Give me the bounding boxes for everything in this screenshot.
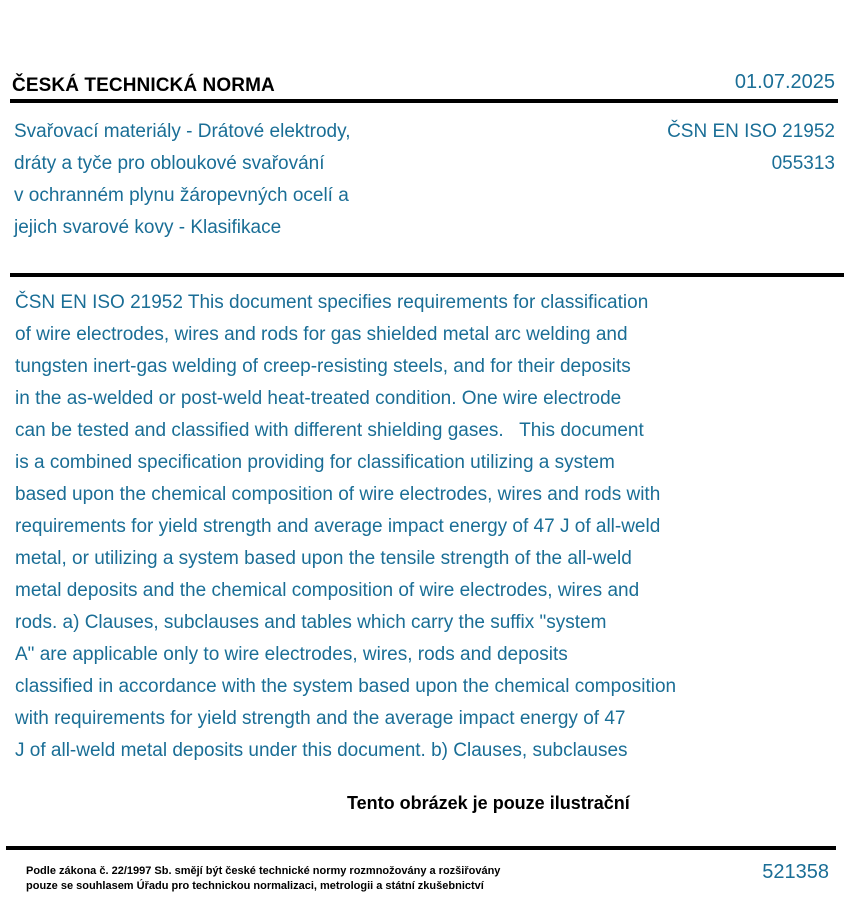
section-divider xyxy=(10,273,844,277)
legal-notice xyxy=(26,864,500,894)
abstract-line: in the as-welded or post-weld heat-treated condition. One wire electrode xyxy=(15,388,622,409)
abstract-line: with requirements for yield strength and the average impact energy of 47 xyxy=(15,708,626,729)
abstract-line: can be tested and classified with different shielding gases. This document xyxy=(15,420,644,441)
abstract-line: metal deposits and the chemical composition of wire electrodes, wires and xyxy=(15,580,640,601)
header-divider xyxy=(10,99,838,103)
abstract-text xyxy=(15,287,775,767)
abstract-line: ČSN EN ISO 21952 This document specifies requirements for classification xyxy=(15,292,649,313)
standard-title-line: dráty a tyče pro obloukové svařování xyxy=(14,153,325,174)
abstract-line: of wire electrodes, wires and rods for gas shielded metal arc welding and xyxy=(15,324,628,345)
abstract-line: metal, or utilizing a system based upon the tensile strength of the all-weld xyxy=(15,548,632,569)
abstract-line: is a combined specification providing for classification utilizing a system xyxy=(15,452,615,473)
standard-title xyxy=(14,116,454,244)
footer-divider xyxy=(6,846,836,850)
illustration-notice: Tento obrázek je pouze ilustrační xyxy=(347,793,630,813)
abstract-line: tungsten inert-gas welding of creep-resisting steels, and for their deposits xyxy=(15,356,631,377)
standard-title-line: jejich svarové kovy - Klasifikace xyxy=(14,217,282,238)
document-number: 521358 xyxy=(762,861,829,883)
page-header-title: ČESKÁ TECHNICKÁ NORMA xyxy=(12,75,275,96)
abstract-line: rods. a) Clauses, subclauses and tables which carry the suffix "system xyxy=(15,612,607,633)
legal-line: pouze se souhlasem Úřadu pro technickou normalizaci, metrologii a státní zkušebnictví xyxy=(26,880,484,892)
issue-date: 01.07.2025 xyxy=(734,71,835,93)
abstract-line: based upon the chemical composition of wire electrodes, wires and rods with xyxy=(15,484,661,505)
abstract-line: requirements for yield strength and average impact energy of 47 J of all-weld xyxy=(15,516,661,537)
abstract-line: J of all-weld metal deposits under this document. b) Clauses, subclauses xyxy=(15,740,628,761)
classification-code: 055313 xyxy=(771,153,835,174)
standard-identifiers xyxy=(667,116,835,180)
abstract-line: A" are applicable only to wire electrodes, wires, rods and deposits xyxy=(15,644,568,665)
standard-designation: ČSN EN ISO 21952 xyxy=(667,121,835,142)
standard-title-line: v ochranném plynu žáropevných ocelí a xyxy=(14,185,349,206)
standard-title-line: Svařovací materiály - Drátové elektrody, xyxy=(14,121,351,142)
abstract-line: classified in accordance with the system based upon the chemical composition xyxy=(15,676,677,697)
legal-line: Podle zákona č. 22/1997 Sb. smějí být české technické normy rozmnožovány a rozšiřovány xyxy=(26,865,501,877)
